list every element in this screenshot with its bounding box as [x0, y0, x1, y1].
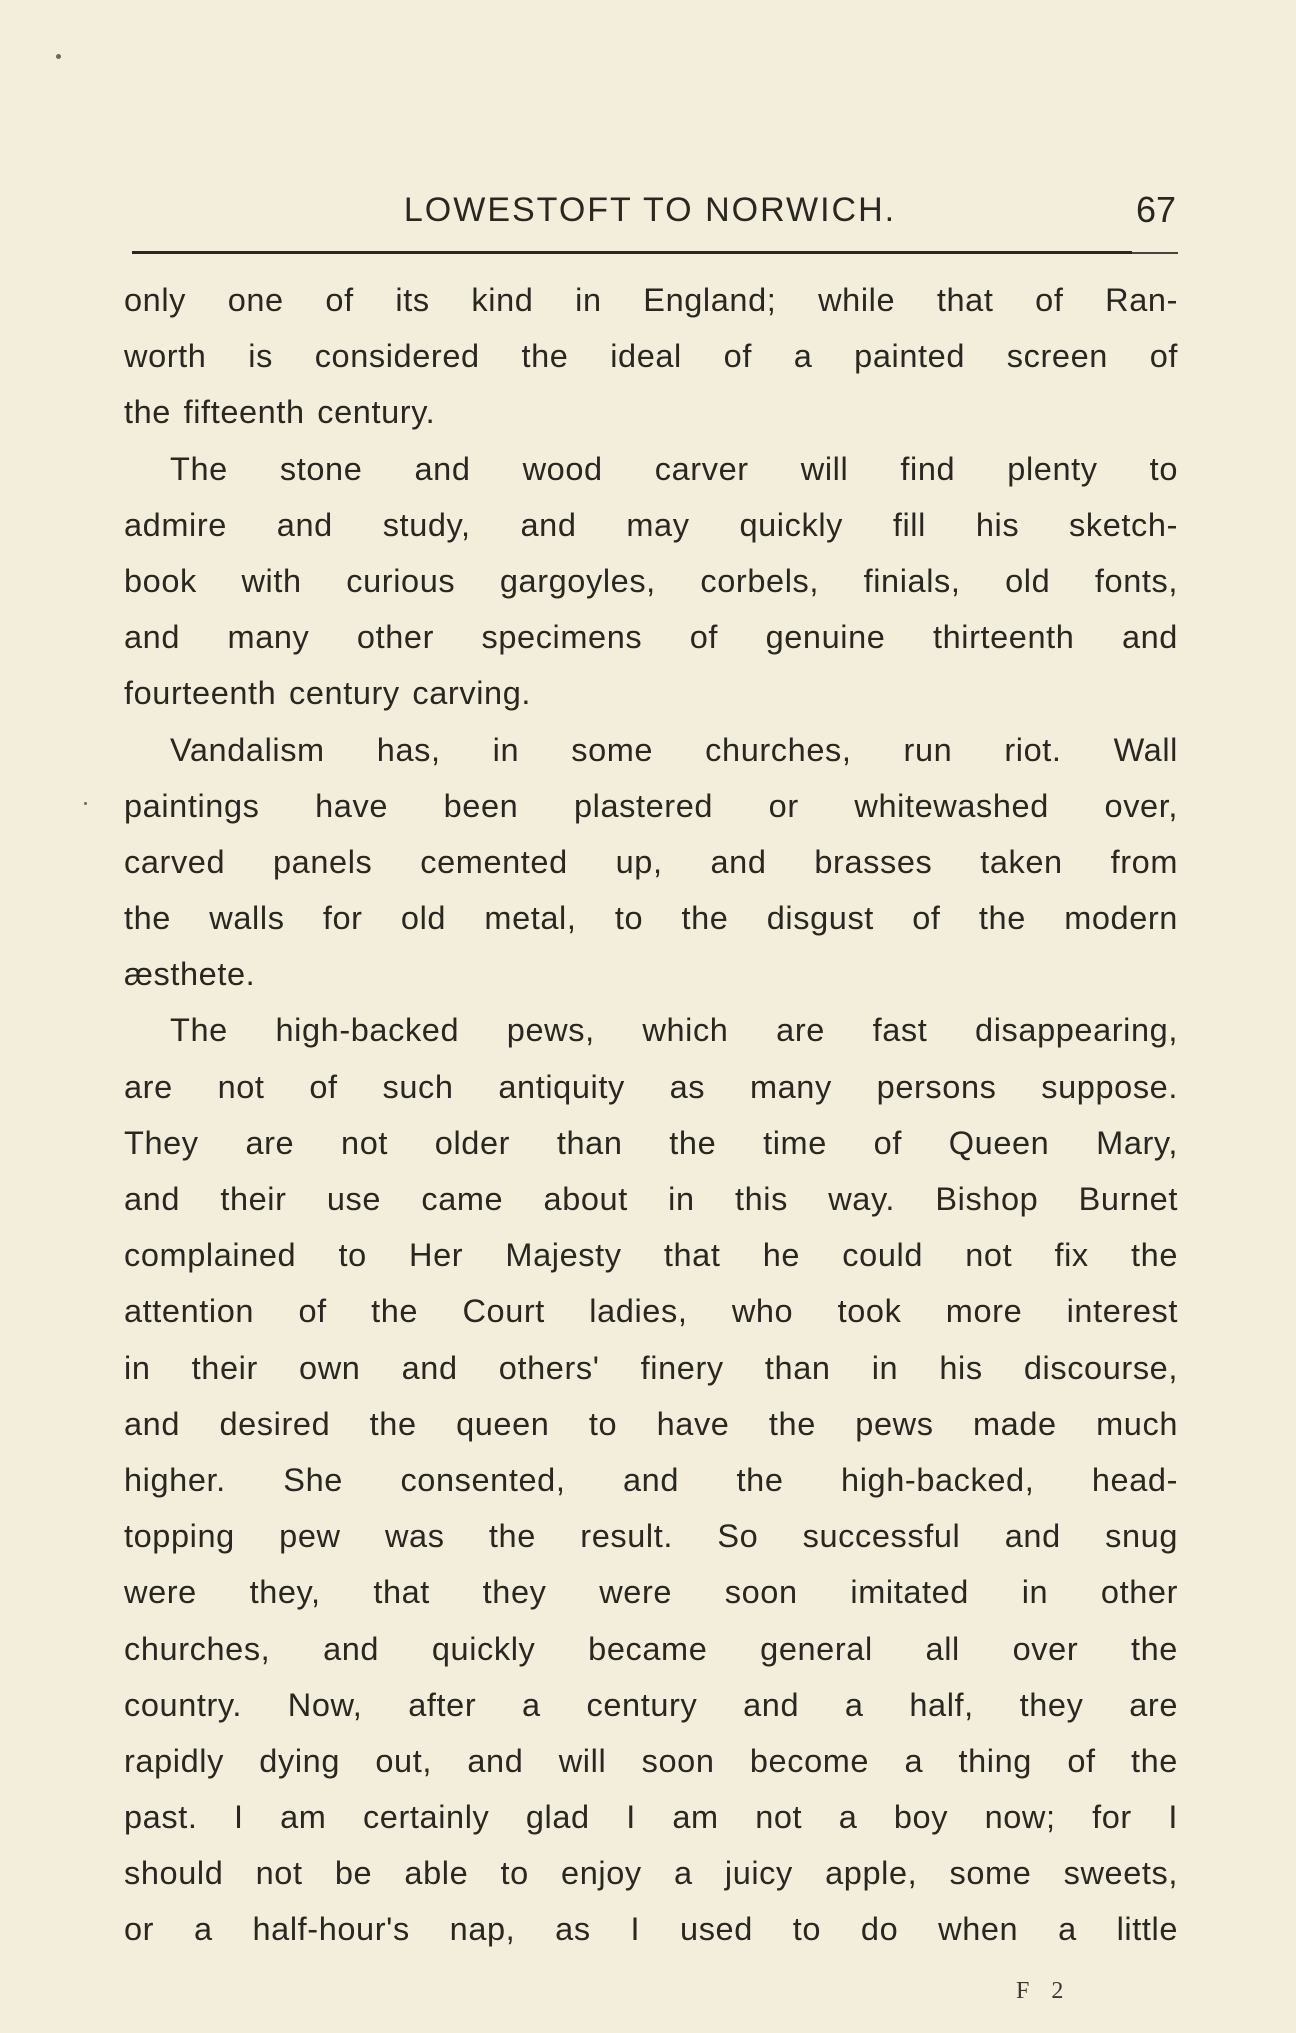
- text-line: and desired the queen to have the pews made much: [124, 1405, 1178, 1442]
- text-line: worth is considered the ideal of a painted screen of: [124, 338, 1178, 375]
- text-line: country. Now, after a century and a half, they are: [124, 1686, 1178, 1723]
- page-number: 67: [1135, 189, 1176, 230]
- text-line: They are not older than the time of Queen Mary,: [124, 1124, 1178, 1161]
- running-header: [124, 185, 1176, 235]
- text-line: were they, that they were soon imitated in other: [124, 1574, 1178, 1611]
- text-line: topping pew was the result. So successful and snug: [124, 1518, 1178, 1555]
- text-line: rapidly dying out, and will soon become a thing of the: [124, 1742, 1178, 1779]
- header-rule: [132, 251, 1132, 254]
- text-line: fourteenth century carving.: [124, 675, 531, 712]
- text-line: the walls for old metal, to the disgust of the modern: [124, 900, 1178, 937]
- text-line: are not of such antiquity as many persons suppose.: [124, 1068, 1178, 1105]
- text-line: or a half-hour's nap, as I used to do when a little: [124, 1911, 1178, 1948]
- header-rule-end: [1132, 252, 1178, 254]
- print-speck: [84, 802, 87, 805]
- print-speck: [56, 54, 61, 59]
- text-line: higher. She consented, and the high-backed, head-: [124, 1461, 1178, 1498]
- text-line: attention of the Court ladies, who took more interest: [124, 1293, 1178, 1330]
- text-line: The high-backed pews, which are fast disappearing,: [170, 1012, 1178, 1049]
- text-line: only one of its kind in England; while that of Ran-: [124, 282, 1178, 318]
- text-line: past. I am certainly glad I am not a boy now; for I: [124, 1799, 1178, 1836]
- signature-mark: F 2: [1016, 1978, 1072, 2004]
- text-line: churches, and quickly became general all over the: [124, 1630, 1178, 1667]
- text-line: in their own and others' finery than in his discourse,: [124, 1349, 1178, 1386]
- text-line: complained to Her Majesty that he could not fix the: [124, 1237, 1178, 1274]
- text-line: and many other specimens of genuine thirteenth and: [124, 619, 1178, 656]
- text-line: book with curious gargoyles, corbels, finials, old fonts,: [124, 562, 1178, 599]
- text-line: should not be able to enjoy a juicy apple, some sweets,: [124, 1855, 1178, 1892]
- text-line: paintings have been plastered or whitewashed over,: [124, 787, 1178, 824]
- text-line: and their use came about in this way. Bishop Burnet: [124, 1181, 1178, 1217]
- running-title: LOWESTOFT TO NORWICH.: [403, 191, 897, 229]
- text-line: the fifteenth century.: [124, 394, 436, 431]
- text-line: Vandalism has, in some churches, run riot. Wall: [170, 731, 1178, 768]
- text-line: æsthete.: [124, 956, 256, 993]
- text-line: admire and study, and may quickly fill his sketch-: [124, 506, 1178, 543]
- body-text: [124, 272, 1178, 1958]
- text-line: The stone and wood carver will find plenty to: [170, 450, 1178, 487]
- text-line: carved panels cemented up, and brasses taken from: [124, 843, 1178, 880]
